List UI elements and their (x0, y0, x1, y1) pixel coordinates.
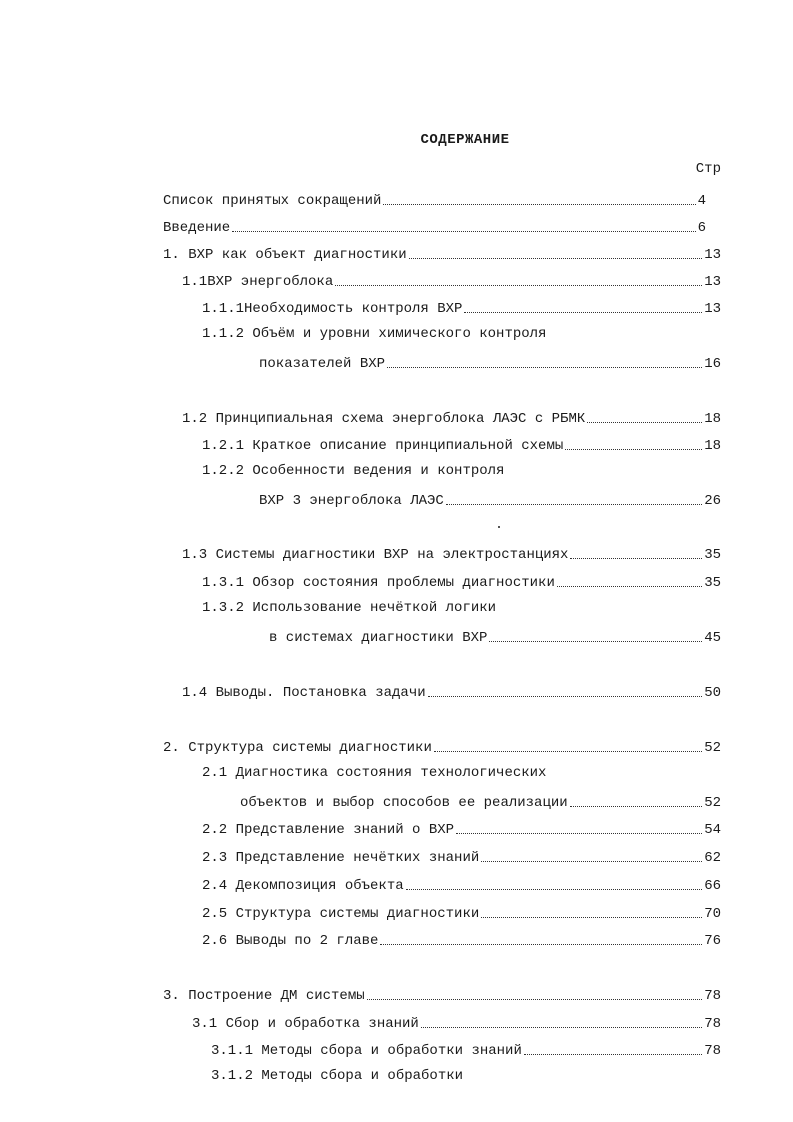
toc-leader (383, 204, 695, 205)
toc-entry (202, 846, 721, 866)
toc-entry-page: 78 (704, 1043, 721, 1059)
toc-leader (557, 586, 702, 587)
toc-entry (259, 352, 721, 372)
toc-entry-page: 13 (704, 274, 721, 290)
toc-entry-text: 1.3 Системы диагностики ВХР на электростанциях (182, 547, 569, 563)
toc-entry-page: 50 (704, 685, 721, 701)
toc-entry (240, 791, 721, 811)
page-title: СОДЕРЖАНИЕ (420, 132, 510, 148)
toc-entry-page: 76 (704, 933, 721, 949)
toc-entry-page: 70 (704, 906, 721, 922)
toc-entry-page: 52 (704, 740, 721, 756)
toc-entry (202, 902, 721, 922)
toc-entry-page: 18 (704, 411, 721, 427)
toc-entry-page: 66 (704, 878, 721, 894)
toc-entry-text: в системах диагностики ВХР (269, 630, 488, 646)
toc-entry-text: 2.1 Диагностика состояния технологических (202, 765, 547, 781)
toc-entry (211, 1039, 721, 1059)
toc-entry-text: 3.1 Сбор и обработка знаний (192, 1016, 419, 1032)
toc-leader (524, 1054, 702, 1055)
toc-entry (202, 929, 721, 949)
toc-leader (446, 504, 702, 505)
toc-entry-page: 54 (704, 822, 721, 838)
toc-leader (367, 999, 703, 1000)
toc-leader (409, 258, 703, 259)
toc-entry-text: показателей ВХР (259, 356, 386, 372)
toc-entry-text: 2. Структура системы диагностики (163, 740, 432, 756)
toc-leader (587, 422, 702, 423)
toc-entry-text: 3.1.1 Методы сбора и обработки знаний (211, 1043, 522, 1059)
toc-entry (163, 736, 721, 756)
toc-leader (464, 312, 702, 313)
toc-entry (202, 818, 721, 838)
toc-entry-page: 13 (704, 247, 721, 263)
toc-entry (182, 270, 721, 290)
toc-entry (182, 407, 721, 427)
toc-entry-page: 13 (704, 301, 721, 317)
toc-leader (481, 861, 702, 862)
toc-entry (163, 216, 706, 236)
toc-entry-text: 2.6 Выводы по 2 главе (202, 933, 379, 949)
toc-entry (163, 243, 721, 263)
toc-entry-page: 4 (697, 193, 706, 209)
toc-entry-text: ВХР 3 энергоблока ЛАЭС (259, 493, 444, 509)
toc-entry-page: 35 (704, 575, 721, 591)
toc-leader (428, 696, 703, 697)
toc-entry (192, 1012, 721, 1032)
toc-leader (421, 1027, 702, 1028)
toc-entry-text: 1.1.2 Объём и уровни химического контроля (202, 326, 547, 342)
toc-entry-text: 2.3 Представление нечётких знаний (202, 850, 480, 866)
toc-entry-text: Список принятых сокращений (163, 193, 382, 209)
toc-leader (434, 751, 702, 752)
toc-entry (202, 297, 721, 317)
toc-entry-page: 35 (704, 547, 721, 563)
toc-leader (387, 367, 702, 368)
toc-entry-text: 1. ВХР как объект диагностики (163, 247, 407, 263)
toc-entry (202, 434, 721, 454)
toc-entry-page: 78 (704, 1016, 721, 1032)
toc-entry-text: 1.1ВХР энергоблока (182, 274, 334, 290)
toc-entry-text: 3. Построение ДМ системы (163, 988, 365, 1004)
toc-entry-page: 26 (704, 493, 721, 509)
toc-entry-text: 1.2.1 Краткое описание принципиальной схемы (202, 438, 564, 454)
toc-entry (182, 543, 721, 563)
toc-entry-text: объектов и выбор способов ее реализации (240, 795, 568, 811)
toc-leader (406, 889, 703, 890)
toc-entry-text: 2.4 Декомпозиция объекта (202, 878, 404, 894)
toc-entry-page: 45 (704, 630, 721, 646)
toc-entry (163, 189, 706, 209)
toc-entry-text: Введение (163, 220, 231, 236)
toc-leader (489, 641, 702, 642)
toc-leader (335, 285, 702, 286)
toc-entry (202, 874, 721, 894)
toc-leader (481, 917, 702, 918)
toc-leader (232, 231, 695, 232)
toc-entry (202, 571, 721, 591)
toc-entry-text: 1.2.2 Особенности ведения и контроля (202, 463, 505, 479)
toc-leader (456, 833, 702, 834)
toc-entry (163, 984, 721, 1004)
toc-entry (259, 489, 721, 509)
toc-entry-page: 52 (704, 795, 721, 811)
toc-entry-text: 1.3.1 Обзор состояния проблемы диагностики (202, 575, 555, 591)
toc-entry (182, 681, 721, 701)
scan-speck (498, 526, 500, 528)
toc-leader (380, 944, 702, 945)
toc-entry-text: 1.1.1Необходимость контроля ВХР (202, 301, 463, 317)
toc-entry-text: 1.2 Принципиальная схема энергоблока ЛАЭС с РБМК (182, 411, 586, 427)
toc-entry-text: 2.5 Структура системы диагностики (202, 906, 480, 922)
toc-entry-page: 6 (697, 220, 706, 236)
toc-entry-text: 3.1.2 Методы сбора и обработки (211, 1068, 464, 1084)
toc-leader (570, 558, 702, 559)
toc-leader (565, 449, 702, 450)
toc-entry-text: 2.2 Представление знаний о ВХР (202, 822, 455, 838)
toc-entry-page: 78 (704, 988, 721, 1004)
toc-entry-page: 18 (704, 438, 721, 454)
toc-entry-page: 16 (704, 356, 721, 372)
page-column-header: Стр (695, 161, 721, 177)
toc-leader (570, 806, 703, 807)
toc-entry-page: 62 (704, 850, 721, 866)
toc-entry-text: 1.4 Выводы. Постановка задачи (182, 685, 426, 701)
toc-entry-text: 1.3.2 Использование нечёткой логики (202, 600, 497, 616)
toc-entry (269, 626, 721, 646)
